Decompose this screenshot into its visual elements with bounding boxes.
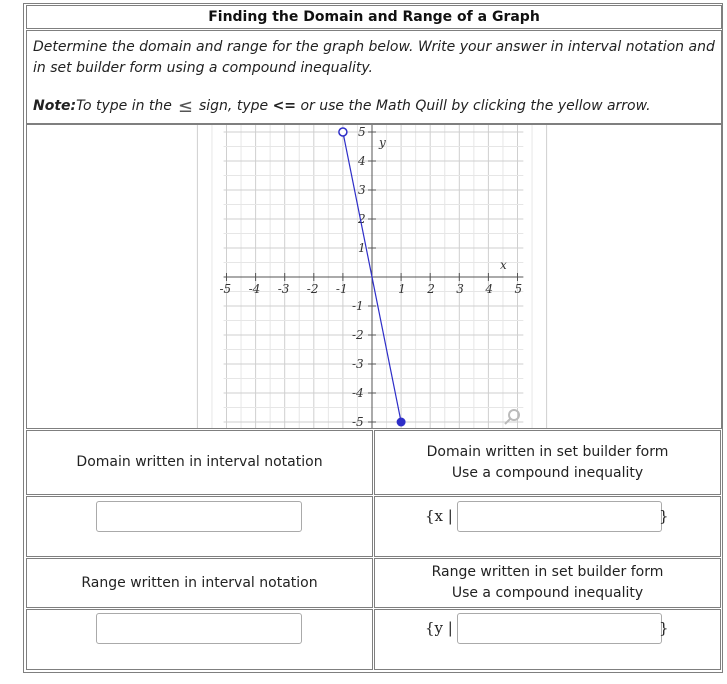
graph-panel [26, 124, 722, 429]
note-middle: sign, type [198, 98, 269, 114]
y-tick-label: 5 [358, 125, 366, 139]
y-tick-label: -3 [352, 357, 364, 371]
x-tick-label: 5 [514, 282, 523, 296]
range-set-prefix: {y | [425, 619, 453, 637]
domain-interval-label: Domain written in interval notation [26, 430, 373, 495]
y-tick-label: 4 [358, 154, 366, 168]
open-endpoint [339, 128, 347, 136]
note-label: Note: [33, 98, 77, 114]
domain-set-cell [374, 496, 721, 557]
graph-svg [27, 125, 721, 428]
closed-endpoint [397, 418, 406, 427]
domain-set-suffix: } [659, 507, 669, 525]
range-set-label [374, 558, 721, 608]
range-interval-input[interactable] [96, 613, 302, 644]
page-title: Finding the Domain and Range of a Graph [26, 5, 722, 29]
range-set-input[interactable] [457, 613, 662, 644]
x-tick-label: -5 [219, 282, 232, 296]
domain-set-label-line1: Domain written in set builder form [426, 443, 669, 460]
graph-axes [224, 125, 524, 428]
x-tick-label: -3 [277, 282, 290, 296]
y-tick-label: -1 [352, 299, 364, 313]
domain-set-prefix: {x | [425, 507, 453, 525]
note-prefix: To type in the [76, 98, 172, 114]
y-tick-label: 1 [358, 241, 366, 255]
x-axis-label: x [500, 258, 507, 272]
y-tick-label: -4 [352, 386, 364, 400]
x-tick-label: 3 [456, 282, 464, 296]
range-set-label-line2: Use a compound inequality [451, 585, 644, 601]
range-set-label-line1: Range written in set builder form [431, 564, 664, 580]
less-equal-symbol: ≤ [177, 96, 193, 117]
y-tick-label: 2 [358, 212, 366, 226]
x-tick-label: 4 [485, 282, 494, 296]
x-tick-label: 1 [398, 282, 406, 296]
domain-interval-input[interactable] [96, 501, 302, 532]
y-tick-label: -2 [352, 328, 364, 342]
domain-set-label [374, 430, 721, 495]
note-code: <= [272, 98, 297, 114]
x-tick-label: -2 [306, 282, 319, 296]
domain-set-label-line2: Use a compound inequality [451, 464, 644, 481]
x-tick-label: -4 [248, 282, 261, 296]
range-set-cell [374, 609, 721, 670]
y-tick-label: 3 [358, 183, 366, 197]
instructions-panel [26, 30, 722, 124]
note-text [33, 97, 651, 116]
y-tick-label: -5 [352, 415, 364, 428]
instructions-text: Determine the domain and range for the graph below. Write your answer in interval notation and in set builder form using a compound inequality. [33, 39, 715, 76]
x-tick-label: -1 [335, 282, 348, 296]
range-set-suffix: } [659, 619, 669, 637]
range-interval-cell [26, 609, 373, 670]
domain-interval-cell [26, 496, 373, 557]
x-tick-label: 2 [427, 282, 435, 296]
y-axis-label: y [379, 135, 386, 150]
domain-set-input[interactable] [457, 501, 662, 532]
note-suffix: or use the Math Quill by clicking the yellow arrow. [300, 98, 651, 114]
range-interval-label: Range written in interval notation [26, 558, 373, 608]
